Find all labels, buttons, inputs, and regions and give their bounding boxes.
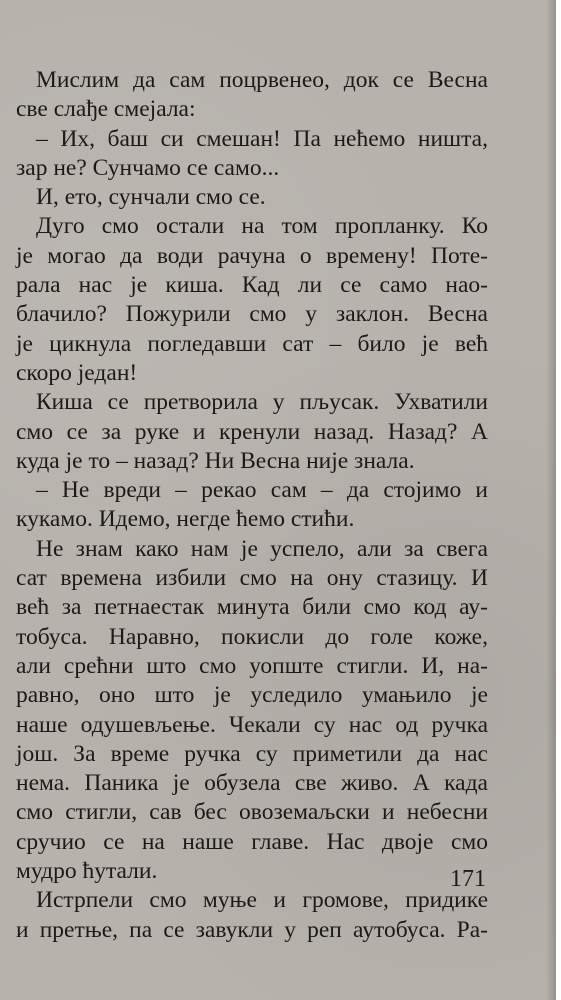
- text-line: куда је то – назад? Ни Весна није знала.: [16, 447, 415, 474]
- text-line: још. За време ручка су приметили да нас: [16, 740, 488, 767]
- text-line: скоро један!: [16, 359, 138, 386]
- page-edge-shadow: [546, 0, 556, 1000]
- text-line: нема. Паника је обузела све живо. А када: [16, 770, 488, 797]
- body-text: [16, 66, 488, 945]
- page-number: 171: [450, 866, 486, 892]
- text-line: Не знам како нам је успело, али за свега: [36, 535, 488, 562]
- text-line: блачило? Пожурили смо у заклон. Весна: [16, 301, 488, 328]
- text-line: Истрпели смо муње и громове, придике: [36, 887, 488, 914]
- text-line: И, ето, сунчали смо се.: [36, 184, 266, 211]
- text-line: рала нас је киша. Кад ли се само нао-: [16, 272, 488, 299]
- text-line: је цикнула погледавши сат – било је већ: [16, 330, 488, 357]
- text-line: смо се за руке и кренули назад. Назад? А: [16, 418, 488, 445]
- text-line: је могао да води рачуна о времену! Поте-: [16, 242, 488, 269]
- text-line: зар не? Сунчамо се само...: [16, 154, 280, 181]
- text-line: наше одушевљење. Чекали су нас од ручка: [16, 711, 488, 738]
- text-line: али срећни што смо уопште стигли. И, на-: [16, 652, 488, 679]
- text-line: смо стигли, сав бес овоземаљски и небесни: [16, 799, 488, 826]
- text-line: мудро ћутали.: [16, 858, 158, 885]
- text-line: Мислим да сам поцрвенео, док се Весна: [36, 67, 488, 93]
- text-line: Киша се претворила у пљусак. Ухватили: [36, 389, 488, 416]
- text-line: и претње, па се завукли у реп аутобуса. Ра-: [16, 916, 488, 943]
- text-line: сручио се на наше главе. Нас двоје смо: [16, 828, 488, 855]
- text-line: већ за петнаестак минута били смо код ау-: [16, 594, 488, 621]
- text-line: сат времена избили смо на ону стазицу. И: [16, 565, 488, 592]
- text-line: све слађе смејала:: [16, 96, 196, 123]
- text-line: Дуго смо остали на том пропланку. Ко: [36, 213, 488, 240]
- text-line: – Их, баш си смешан! Па нећемо ништа,: [36, 125, 488, 152]
- text-line: – Не вреди – рекао сам – да стојимо и: [36, 477, 488, 504]
- text-line: тобуса. Наравно, покисли до голе коже,: [16, 623, 488, 650]
- text-line: кукамо. Идемо, негде ћемо стићи.: [16, 506, 355, 533]
- text-line: равно, оно што је уследило умањило је: [16, 682, 488, 709]
